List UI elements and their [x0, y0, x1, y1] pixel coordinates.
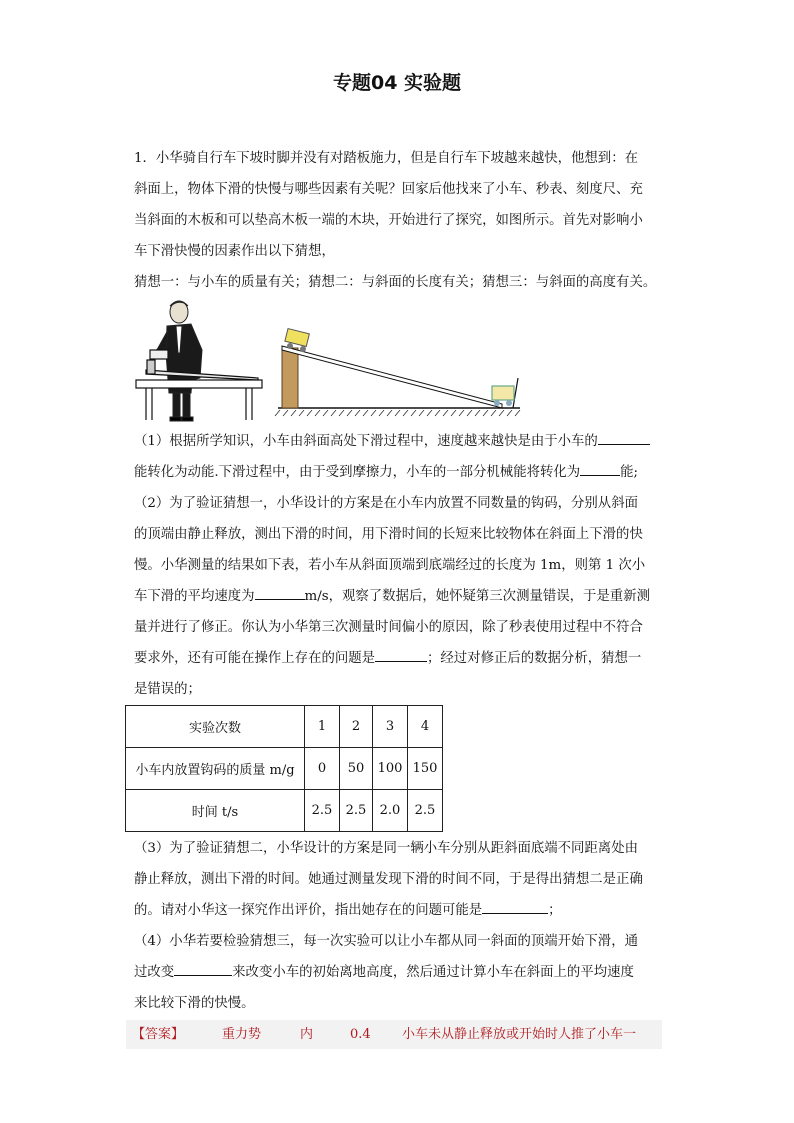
text-segment: 过改变 [134, 965, 175, 980]
text-segment: 的。请对小华这一探究作出评价，指出她存在的问题可能是 [134, 903, 483, 918]
table-cell: 2.5 [340, 790, 373, 832]
table-cell: 2.5 [408, 790, 443, 832]
answer-blank[interactable] [482, 899, 548, 914]
table-cell: 2 [340, 706, 373, 748]
table-cell: 0 [305, 748, 340, 790]
text-segment: m/s，观察了数据后，她怀疑第三次测量错误，于是重新测 [304, 589, 650, 604]
cart-bottom [492, 386, 514, 406]
person-illustration [152, 301, 202, 421]
table-cell: 2.0 [373, 790, 408, 832]
table-cell: 100 [373, 748, 408, 790]
text-line: 量并进行了修正。你认为小华第三次测量时间偏小的原因，除了秒表使用过程中不符合 [134, 620, 643, 635]
table-row [126, 790, 443, 832]
table-cell: 3 [373, 706, 408, 748]
text-segment: ； [548, 903, 562, 918]
table-cell: 150 [408, 748, 443, 790]
text-line: 慢。小华测量的结果如下表，若小车从斜面顶端到底端经过的长度为 1m，则第 1 次小 [134, 558, 646, 573]
slope-diagram [275, 329, 520, 416]
text-line: 静止释放，测出下滑的时间。她通过测量发现下滑的时间不同，于是得出猜想二是正确 [134, 872, 643, 887]
guesses-line: 猜想一：与小车的质量有关；猜想二：与斜面的长度有关；猜想三：与斜面的高度有关。 [134, 275, 657, 290]
page-title: 专题04 实验题 [332, 72, 462, 94]
table-header-cell: 时间 t/s [126, 790, 305, 832]
part2-line4 [134, 581, 664, 612]
question-intro [134, 143, 664, 298]
part1-line1 [134, 426, 664, 457]
text-line: 1．小华骑自行车下坡时脚并没有对踏板施力，但是自行车下坡越来越快，他想到：在 [134, 151, 638, 166]
text-segment: 来改变小车的初始离地高度，然后通过计算小车在斜面上的平均速度 [232, 965, 634, 980]
text-line: （3）为了验证猜想二，小华设计的方案是同一辆小车分别从距斜面底端不同距离处由 [134, 841, 638, 856]
text-line: 当斜面的木板和可以垫高木板一端的木块，开始进行了探究，如图所示。首先对影响小 [134, 213, 643, 228]
experiment-figure [134, 298, 534, 426]
text-line: 是错误的； [134, 682, 201, 697]
part2-line6 [134, 643, 664, 674]
text-line: 的顶端由静止释放，测出下滑的时间，用下滑时间的长短来比较物体在斜面上下滑的快 [134, 527, 643, 542]
text-line: 来比较下滑的快慢。 [134, 996, 255, 1011]
question-parts-1-2 [134, 426, 664, 705]
answer-blank[interactable] [255, 585, 305, 600]
answer-2: 内 [300, 1027, 314, 1042]
text-line: （4）小华若要检验猜想三，每一次实验可以让小车都从同一斜面的顶端开始下滑，通 [134, 934, 638, 949]
part3-line3 [134, 895, 664, 926]
text-segment: （1）根据所学知识，小车由斜面高处下滑过程中，速度越来越快是由于小车的 [134, 434, 598, 449]
text-segment: ；经过对修正后的数据分析，猜想一 [427, 651, 642, 666]
text-line: 车下滑快慢的因素作出以下猜想， [134, 244, 335, 259]
answer-blank[interactable] [598, 430, 650, 445]
table-header-cell: 小车内放置钩码的质量 m/g [126, 748, 305, 790]
table-cell: 50 [340, 748, 373, 790]
question-parts-3-4 [134, 833, 664, 1019]
table-cell: 4 [408, 706, 443, 748]
table-cell: 2.5 [305, 790, 340, 832]
part4-line2 [134, 957, 664, 988]
answer-bar [126, 1020, 662, 1049]
text-segment: 要求外，还有可能在操作上存在的问题是 [134, 651, 376, 666]
part1-line2 [134, 457, 664, 488]
text-segment: 车下滑的平均速度为 [134, 589, 255, 604]
data-table [125, 705, 443, 832]
table-cell: 1 [305, 706, 340, 748]
answer-1: 重力势 [222, 1027, 262, 1042]
text-segment: 能转化为动能.下滑过程中，由于受到摩擦力，小车的一部分机械能将转化为 [134, 465, 581, 480]
text-line: （2）为了验证猜想一，小华设计的方案是在小车内放置不同数量的钩码，分别从斜面 [134, 496, 638, 511]
table-header-cell: 实验次数 [126, 706, 305, 748]
answer-4: 小车未从静止释放或开始时人推了小车一 [402, 1027, 637, 1042]
answer-blank[interactable] [174, 961, 232, 976]
answer-tag: 【答案】 [132, 1027, 185, 1042]
text-line: 斜面上，物体下滑的快慢与哪些因素有关呢？回家后他找来了小车、秒表、刻度尺、充 [134, 182, 643, 197]
table-row [126, 748, 443, 790]
table-row [126, 706, 443, 748]
text-segment: 能; [620, 465, 639, 480]
answer-blank[interactable] [580, 461, 620, 476]
answer-blank[interactable] [375, 647, 427, 662]
answer-3: 0.4 [350, 1027, 371, 1042]
